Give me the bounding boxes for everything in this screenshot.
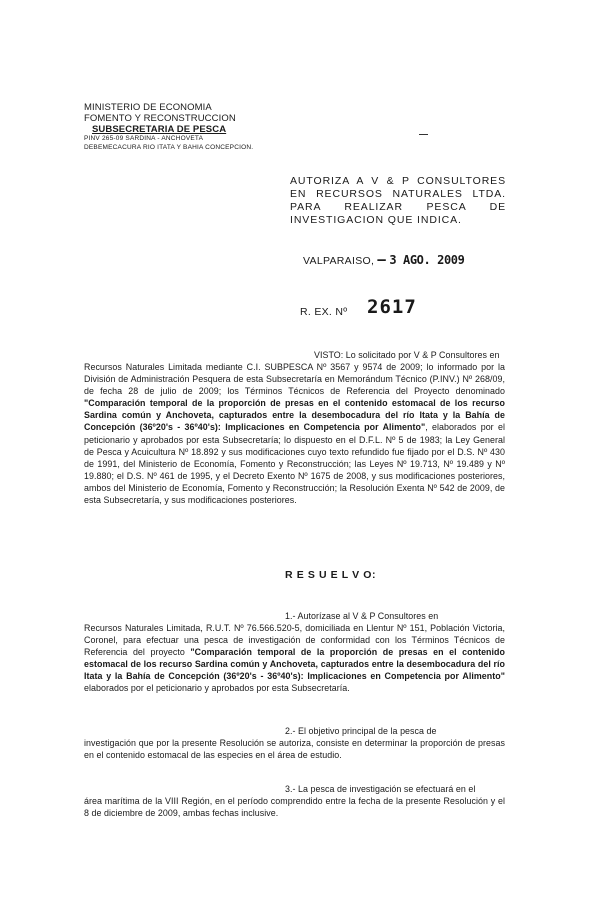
item-1-text-2: elaborados por el peticionario y aprobados por esta Subsecretaría. (84, 683, 350, 694)
place-date: VALPARAISO, – 3 AGO. 2009 (303, 252, 465, 268)
resolution-number: 2617 (367, 296, 417, 318)
resuelvo-heading: R E S U E L V O: (285, 569, 377, 581)
item-1-project-title: "Comparación temporal de la proporción de presas en el contenido estomacal de los recurso Sardina común y Anchoveta, capturados entre la desembocadura del río Itata y la Bahía de Concepción (36º20's - 36º40's): Implicaciones en Competencia por Alimento" (84, 647, 505, 682)
place-city: VALPARAISO, (303, 255, 375, 267)
item-1-paragraph (84, 622, 505, 695)
item-1-text-1: Recursos Naturales Limitada, R.U.T. Nº 76.566.520-5, domiciliada en Llentur Nº 151, Población Victoria, Coronel, para efectuar una pesca de investigación de conformidad con los Términos Técnicos de Referencia del proyecto (84, 623, 505, 658)
visto-text-2: , elaborados por el peticionario y aprobados por esta Subsecretaría; lo dispuesto en el D.F.L. Nº 5 de 1983; la Ley General de Pesca y Acuicultura Nº 18.892 y sus modificaciones cuyo texto refundido fue fijado por el D.S. Nº 430 de 1991, del Ministerio de Economía, Fomento y Reconstrucción; las Leyes Nº 19.713, Nº 19.489 y Nº 19.880; el D.S. Nº 461 de 1995, y el Decreto Exento Nº 1675 de 2008, y sus modificaciones posteriores, ambos del Ministerio de Economía, Fomento y Reconstrucción; la Resolución Exenta Nº 542 de 2009, de esta Subsecretaría, y sus modificaciones posteriores. (84, 422, 505, 506)
document-title: AUTORIZA A V & P CONSULTORES EN RECURSOS NATURALES LTDA. PARA REALIZAR PESCA DE INVESTIGACION QUE INDICA. (290, 175, 506, 226)
resolution-label: R. EX. Nº (300, 306, 348, 318)
item-2-paragraph: investigación que por la presente Resolución se autoriza, consiste en determinar la proporción de presas en el contenido estomacal de las especies en el área de estudio. (84, 738, 505, 761)
header-ref-area: DEBEMECACURA RIO ITATA Y BAHIA CONCEPCION. (84, 144, 254, 151)
visto-paragraph (84, 361, 505, 506)
item-1-first-line: 1.- Autorízase al V & P Consultores en (285, 611, 439, 621)
visto-first-line: VISTO: Lo solicitado por V & P Consultores en (314, 350, 500, 360)
visto-project-title: "Comparación temporal de la proporción de presas en el contenido estomacal de los recurso Sardina común y Anchoveta, capturados entre la desembocadura del río Itata y la Bahía de Concepción (36º20's - 36º40's): Implicaciones en Competencia por Alimento" (84, 398, 505, 433)
item-3-first-line: 3.- La pesca de investigación se efectuará en el (285, 784, 476, 794)
header-line-ministry: MINISTERIO DE ECONOMIA (84, 102, 212, 113)
item-2-first-line: 2.- El objetivo principal de la pesca de (285, 726, 437, 736)
header-line-fomento: FOMENTO Y RECONSTRUCCION (84, 113, 236, 124)
header-line-subsecretaria: SUBSECRETARIA DE PESCA (92, 124, 227, 135)
header-mark (419, 134, 428, 135)
date-stamp: 3 AGO. 2009 (389, 253, 465, 267)
header-ref-pinv: PINV 265-09 SARDINA - ANCHOVETA (84, 135, 204, 142)
header-reference (84, 134, 304, 152)
header-ministry (84, 102, 274, 135)
item-3-paragraph: área marítima de la VIII Región, en el período comprendido entre la fecha de la presente Resolución y el 8 de diciembre de 2009, ambas fechas inclusive. (84, 796, 505, 819)
visto-text-1: Recursos Naturales Limitada mediante C.I. SUBPESCA Nº 3567 y 9574 de 2009; lo informado por la División de Administración Pesquera de esta Subsecretaría en Memorándum Técnico (P.INV.) Nº 268/09, de fecha 28 de julio de 2009; los Términos Técnicos de Referencia del Proyecto denominado (84, 362, 505, 397)
